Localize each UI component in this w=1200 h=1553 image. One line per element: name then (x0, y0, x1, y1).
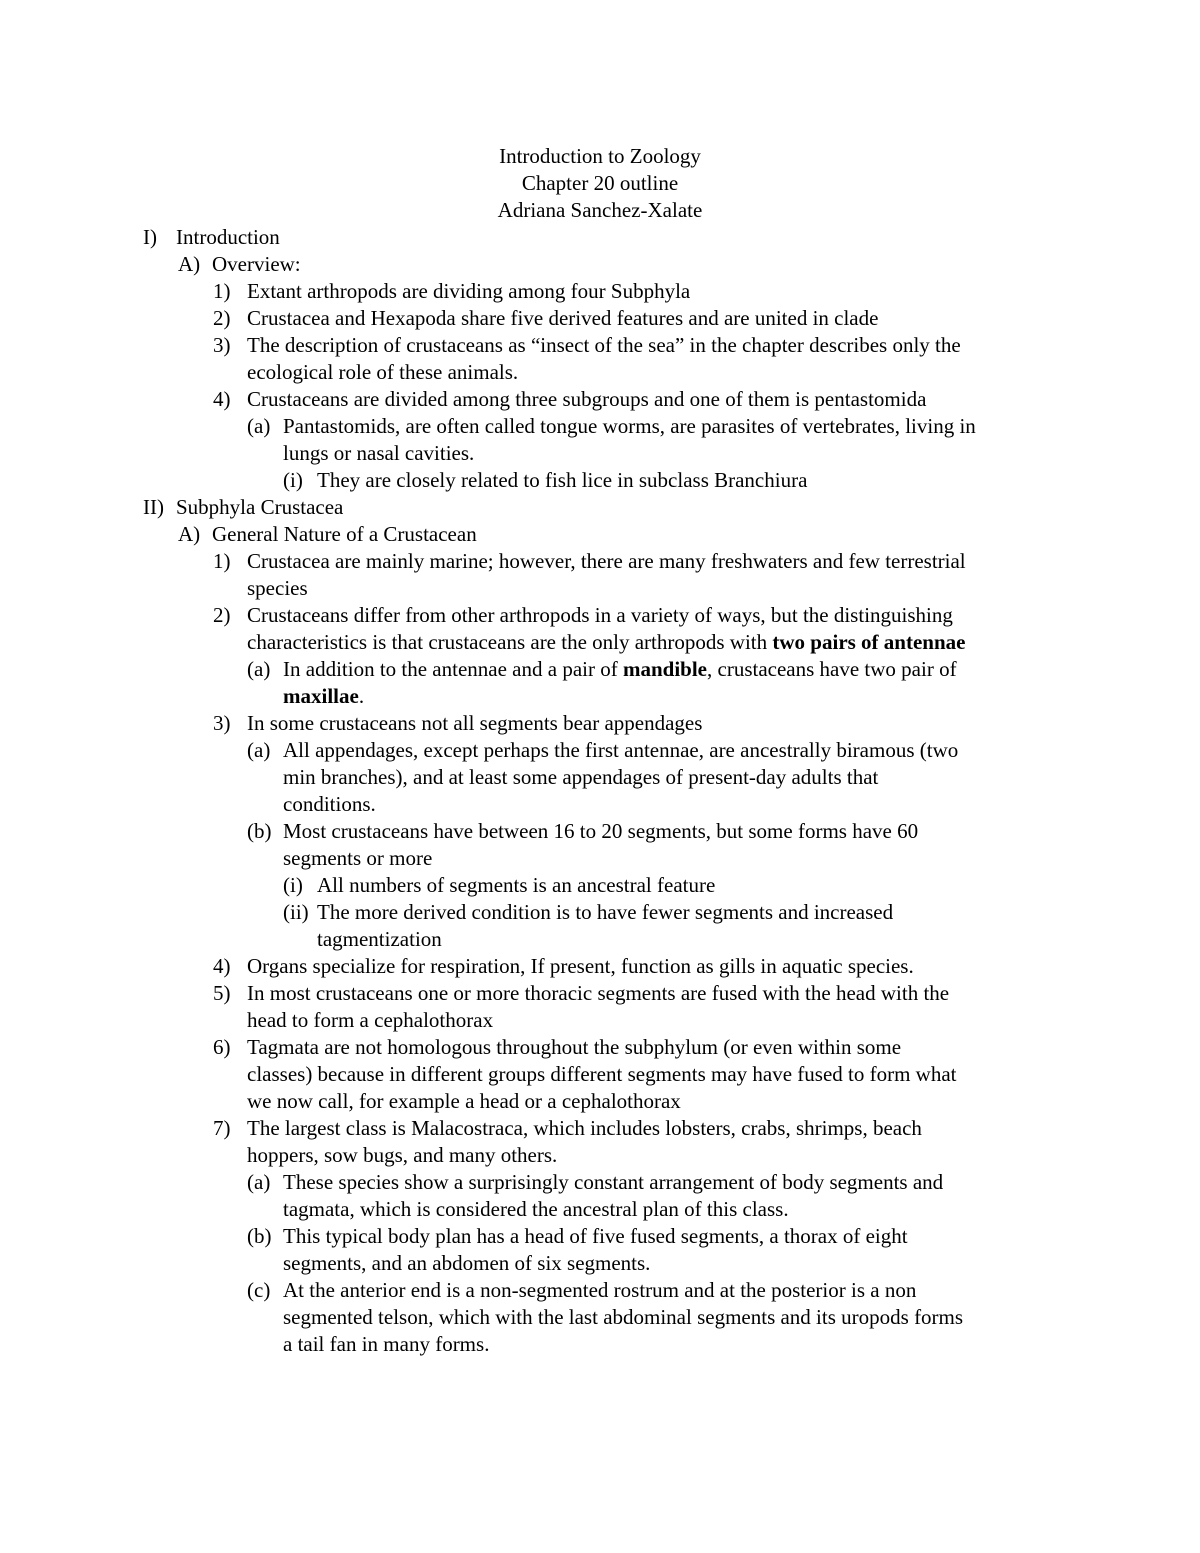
outline-line (0, 548, 1200, 575)
text-run: segmented telson, which with the last abdominal segments and its uropods forms (283, 1305, 964, 1329)
outline-marker: (b) (247, 1224, 272, 1248)
outline-text (247, 953, 914, 980)
text-run: segments, and an abdomen of six segments. (283, 1251, 651, 1275)
outline-line (0, 791, 1200, 818)
outline-text (317, 926, 442, 953)
outline-text (283, 1277, 916, 1304)
chapter-title: Chapter 20 outline (521, 171, 679, 195)
text-run: characteristics is that crustaceans are the only arthropods with (247, 630, 773, 654)
outline-line (0, 494, 1200, 521)
outline-marker: (c) (247, 1278, 271, 1302)
outline-text (247, 575, 308, 602)
outline-text (247, 386, 926, 413)
text-run: conditions. (283, 792, 376, 816)
outline-line (0, 1304, 1200, 1331)
outline-marker: A) (178, 522, 201, 546)
text-run: In some crustaceans not all segments bear appendages (247, 711, 703, 735)
text-run: . (358, 684, 365, 708)
text-run: lungs or nasal cavities. (283, 441, 475, 465)
text-run: species (247, 576, 308, 600)
outline-line (0, 575, 1200, 602)
outline-line (0, 440, 1200, 467)
outline-line (0, 1223, 1200, 1250)
outline-line (0, 656, 1200, 683)
outline-text (283, 1223, 908, 1250)
text-run: Crustaceans differ from other arthropods in a variety of ways, but the distinguishing (247, 603, 953, 627)
outline-text (247, 1142, 557, 1169)
outline-marker: 6) (213, 1035, 231, 1059)
outline-marker: (a) (247, 1170, 271, 1194)
outline-text (247, 602, 953, 629)
outline-text (283, 1304, 963, 1331)
outline-line (0, 1277, 1200, 1304)
outline-marker: 2) (213, 306, 231, 330)
outline-text (247, 1061, 957, 1088)
text-run: Crustacea and Hexapoda share five derived features and are united in clade (247, 306, 879, 330)
outline-line (0, 1061, 1200, 1088)
author-name: Adriana Sanchez-Xalate (497, 198, 703, 222)
outline-text (317, 467, 807, 494)
outline-text (247, 629, 965, 656)
outline-line (0, 818, 1200, 845)
text-run: tagmata, which is considered the ancestral plan of this class. (283, 1197, 789, 1221)
outline-text (283, 791, 376, 818)
outline-line (0, 251, 1200, 278)
outline-marker: 1) (213, 279, 231, 303)
outline-line (0, 710, 1200, 737)
outline-marker: 7) (213, 1116, 231, 1140)
outline-line (0, 872, 1200, 899)
outline-line (0, 1115, 1200, 1142)
outline-line (0, 332, 1200, 359)
text-run: Organs specialize for respiration, If present, function as gills in aquatic species. (247, 954, 914, 978)
text-run: General Nature of a Crustacean (212, 522, 477, 546)
text-run: , crustaceans have two pair of (707, 657, 957, 681)
outline-line (0, 1007, 1200, 1034)
text-run: At the anterior end is a non-segmented rostrum and at the posterior is a non (283, 1278, 917, 1302)
outline-line (0, 413, 1200, 440)
outline-text (317, 872, 715, 899)
outline-line (0, 899, 1200, 926)
outline-line (0, 1169, 1200, 1196)
outline-text (283, 440, 474, 467)
outline-text (283, 1196, 789, 1223)
outline-marker: I) (143, 225, 157, 249)
outline-text (247, 1115, 922, 1142)
outline-text (247, 710, 702, 737)
outline-marker: 4) (213, 954, 231, 978)
document-body (0, 143, 1200, 1358)
text-run: These species show a surprisingly constant arrangement of body segments and (283, 1170, 944, 1194)
outline-list (0, 224, 1200, 1358)
bold-term: two pairs of antennae (772, 630, 966, 654)
outline-line (0, 1088, 1200, 1115)
text-run: hoppers, sow bugs, and many others. (247, 1143, 558, 1167)
outline-text (283, 764, 878, 791)
outline-text (317, 899, 893, 926)
text-run: Pantastomids, are often called tongue worms, are parasites of vertebrates, living in (283, 414, 976, 438)
text-run: min branches), and at least some appendages of present-day adults that (283, 765, 879, 789)
outline-marker: (a) (247, 657, 271, 681)
outline-line (0, 467, 1200, 494)
text-run: head to form a cephalothorax (247, 1008, 494, 1032)
outline-text (212, 251, 301, 278)
outline-marker: 4) (213, 387, 231, 411)
outline-text (247, 548, 966, 575)
text-run: Most crustaceans have between 16 to 20 segments, but some forms have 60 (283, 819, 919, 843)
text-run: Subphyla Crustacea (176, 495, 344, 519)
outline-line (0, 278, 1200, 305)
outline-marker: 2) (213, 603, 231, 627)
text-run: All numbers of segments is an ancestral feature (317, 873, 716, 897)
text-run: Crustaceans are divided among three subgroups and one of them is pentastomida (247, 387, 927, 411)
text-run: They are closely related to fish lice in subclass Branchiura (317, 468, 808, 492)
outline-marker: (b) (247, 819, 272, 843)
outline-text (247, 332, 961, 359)
outline-line (0, 845, 1200, 872)
text-run: Introduction (176, 225, 280, 249)
text-run: Extant arthropods are dividing among four Subphyla (247, 279, 691, 303)
text-run: Tagmata are not homologous throughout the subphylum (or even within some (247, 1035, 902, 1059)
outline-marker: 3) (213, 711, 231, 735)
outline-marker: (a) (247, 738, 271, 762)
outline-text (247, 305, 878, 332)
text-run: In most crustaceans one or more thoracic segments are fused with the head with the (247, 981, 950, 1005)
outline-marker: (i) (283, 873, 303, 897)
outline-text (283, 1169, 943, 1196)
outline-line (0, 305, 1200, 332)
outline-text (283, 737, 958, 764)
outline-line (0, 602, 1200, 629)
outline-line (0, 683, 1200, 710)
outline-line (0, 386, 1200, 413)
outline-marker: (a) (247, 414, 271, 438)
text-run: The largest class is Malacostraca, which includes lobsters, crabs, shrimps, beach (247, 1116, 922, 1140)
outline-marker: (ii) (283, 900, 309, 924)
outline-text (283, 1250, 650, 1277)
bold-term: maxillae (283, 684, 359, 708)
text-run: All appendages, except perhaps the first antennae, are ancestrally biramous (two (283, 738, 959, 762)
text-run: ecological role of these animals. (247, 360, 519, 384)
outline-line (0, 737, 1200, 764)
outline-marker: 1) (213, 549, 231, 573)
outline-line (0, 359, 1200, 386)
course-title: Introduction to Zoology (499, 144, 701, 168)
outline-text (283, 845, 432, 872)
outline-text (247, 359, 518, 386)
outline-text (283, 818, 918, 845)
outline-marker: 5) (213, 981, 231, 1005)
text-run: we now call, for example a head or a cephalothorax (247, 1089, 681, 1113)
text-run: a tail fan in many forms. (283, 1332, 490, 1356)
outline-text (283, 413, 976, 440)
outline-line (0, 224, 1200, 251)
outline-line (0, 1331, 1200, 1358)
outline-text (176, 494, 343, 521)
text-run: segments or more (283, 846, 433, 870)
outline-line (0, 521, 1200, 548)
text-run: Crustacea are mainly marine; however, there are many freshwaters and few terrestrial (247, 549, 966, 573)
outline-text (247, 1088, 681, 1115)
text-run: The description of crustaceans as “insect of the sea” in the chapter describes only the (247, 333, 961, 357)
outline-line (0, 1250, 1200, 1277)
outline-text (212, 521, 477, 548)
text-run: The more derived condition is to have fewer segments and increased (317, 900, 894, 924)
outline-line (0, 926, 1200, 953)
outline-line (0, 1196, 1200, 1223)
outline-text (283, 656, 957, 683)
outline-text (176, 224, 280, 251)
text-run: This typical body plan has a head of five fused segments, a thorax of eight (283, 1224, 908, 1248)
outline-line (0, 953, 1200, 980)
outline-marker: (i) (283, 468, 303, 492)
bold-term: mandible (622, 657, 707, 681)
outline-text (247, 1007, 493, 1034)
outline-text (283, 1331, 489, 1358)
text-run: tagmentization (317, 927, 442, 951)
outline-line (0, 1142, 1200, 1169)
outline-text (283, 683, 364, 710)
outline-text (247, 980, 949, 1007)
outline-marker: 3) (213, 333, 231, 357)
outline-line (0, 629, 1200, 656)
text-run: classes) because in different groups different segments may have fused to form what (247, 1062, 957, 1086)
text-run: Overview: (212, 252, 301, 276)
text-run: In addition to the antennae and a pair of (283, 657, 623, 681)
outline-marker: A) (178, 252, 201, 276)
outline-line (0, 764, 1200, 791)
outline-line (0, 980, 1200, 1007)
outline-text (247, 278, 690, 305)
outline-marker: II) (143, 495, 164, 519)
outline-line (0, 1034, 1200, 1061)
outline-text (247, 1034, 901, 1061)
